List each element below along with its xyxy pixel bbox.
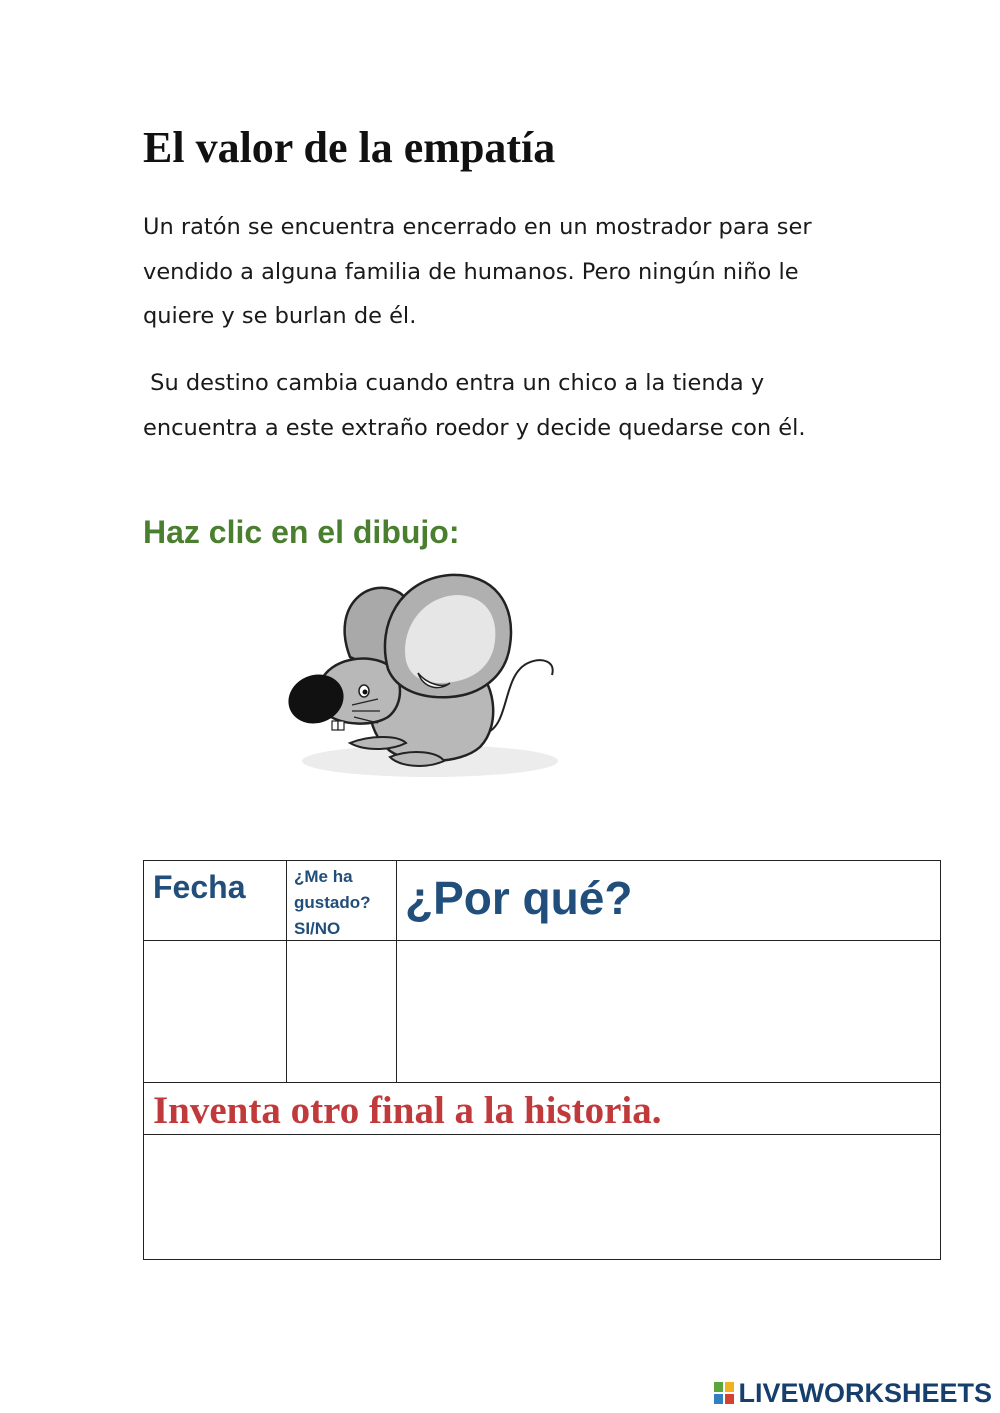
date-answer-field[interactable] [145,942,285,1081]
table-divider [144,940,940,941]
why-answer-field[interactable] [398,942,940,1081]
reading-table [143,860,941,1260]
mouse-icon [280,565,570,785]
table-divider [286,861,287,1082]
table-divider [396,861,397,1082]
story-paragraph-1: Un ratón se encuentra encerrado en un mostrador para ser vendido a alguna familia de humanos. Pero ningún niño le quiere y se burlan de él. [143,214,812,329]
liveworksheets-brand[interactable] [713,1376,992,1410]
page-title: El valor de la empatía [143,123,556,172]
mouse-drawing[interactable] [280,565,570,785]
story-paragraph-2: Su destino cambia cuando entra un chico a la tienda y encuentra a este extraño roedor y decide quedarse con él. [143,370,806,441]
header-why: ¿Por qué? [405,872,633,924]
click-drawing-heading: Haz clic en el dibujo: [143,514,460,550]
liveworksheets-logo [713,1380,735,1406]
brand-name: LIVEWORKSHEETS [738,1378,992,1408]
ending-prompt: Inventa otro final a la historia. [153,1089,662,1132]
header-date: Fecha [153,869,246,905]
table-divider [144,1082,940,1083]
header-liked: ¿Me ha gustado? SI/NO [294,867,371,938]
ending-answer-field[interactable] [145,1136,941,1259]
liked-answer-field[interactable] [288,942,395,1081]
